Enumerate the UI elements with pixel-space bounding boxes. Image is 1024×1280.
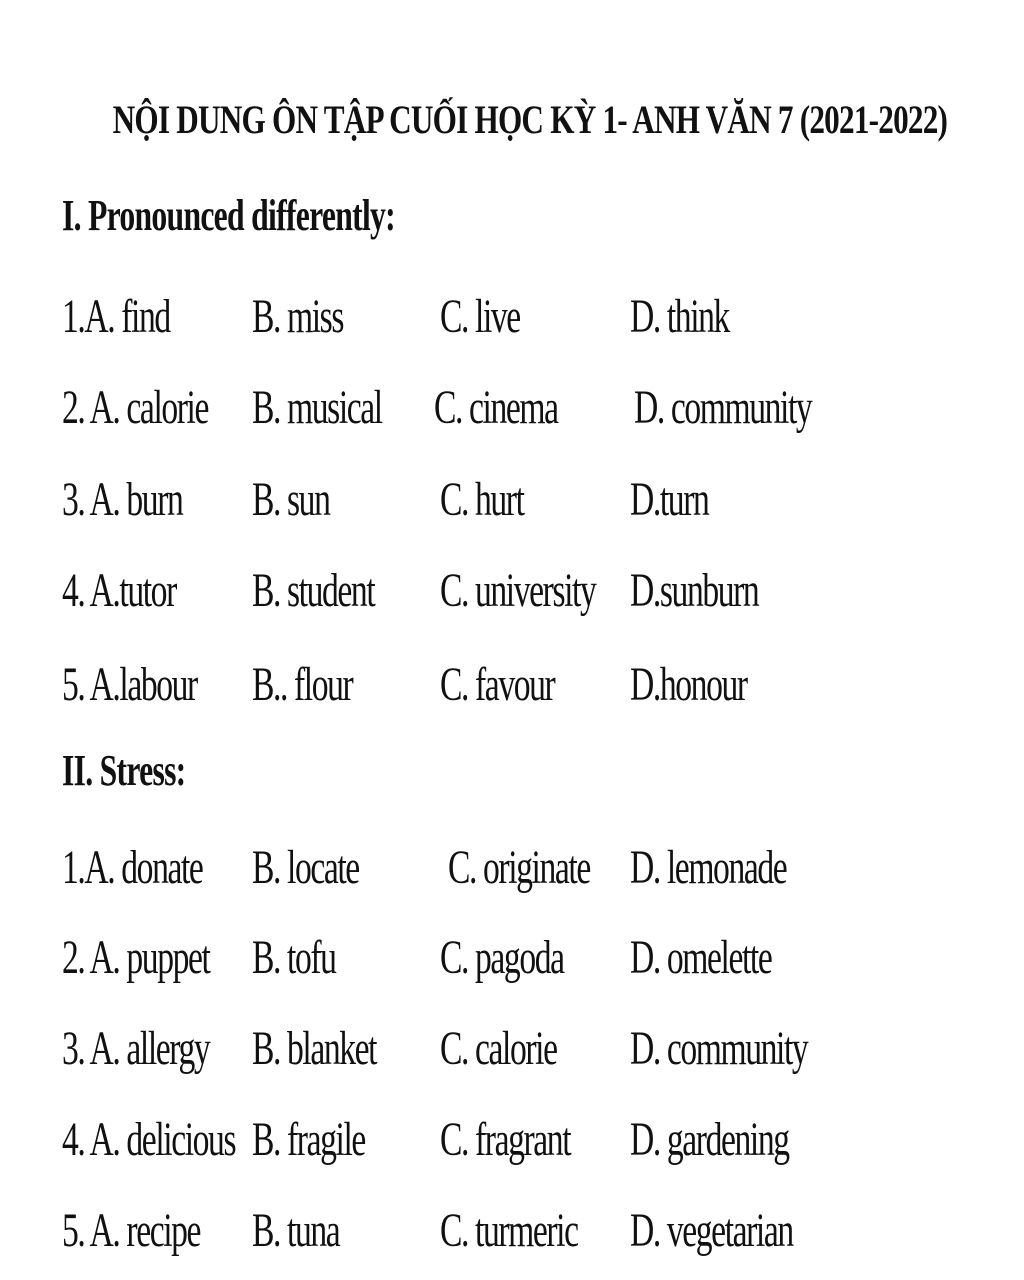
option-d: D.turn [630, 473, 709, 526]
option-b: B. fragile [252, 1113, 365, 1166]
option-a: 3. A. burn [62, 473, 183, 526]
question-row [62, 1019, 962, 1079]
option-d: D. gardening [630, 1113, 789, 1166]
option-b: B.. flour [252, 658, 353, 711]
question-row [62, 470, 962, 530]
option-d: D. community [630, 1022, 808, 1075]
option-a: 2. A. calorie [62, 381, 209, 434]
option-d: D. lemonade [630, 841, 787, 894]
option-c: C. university [440, 564, 596, 617]
option-b: B. tuna [252, 1204, 340, 1257]
option-b: B. blanket [252, 1022, 377, 1075]
option-a: 5. A.labour [62, 658, 197, 711]
option-d: D.sunburn [630, 564, 759, 617]
option-d: D.honour [630, 658, 747, 711]
option-d: D. community [634, 381, 812, 434]
section-heading-stress: II. Stress: [62, 746, 186, 795]
question-row [62, 1110, 962, 1170]
option-b: B. miss [252, 290, 344, 343]
option-c: C. fragrant [440, 1113, 571, 1166]
option-b: B. musical [252, 381, 382, 434]
option-a: 4. A. delicious [62, 1113, 236, 1166]
page-title: NỘI DUNG ÔN TẬP CUỐI HỌC KỲ 1- ANH VĂN 7 (2021-2022) [112, 97, 948, 142]
option-d: D. think [630, 290, 729, 343]
option-a: 4. A.tutor [62, 564, 176, 617]
option-a: 2. A. puppet [62, 931, 210, 984]
question-row [62, 561, 962, 621]
question-row [62, 378, 962, 438]
option-b: B. tofu [252, 931, 336, 984]
option-c: C. cinema [434, 381, 558, 434]
option-c: C. calorie [440, 1022, 557, 1075]
option-a: 1.A. donate [62, 841, 203, 894]
option-b: B. locate [252, 841, 359, 894]
question-row [62, 1201, 962, 1261]
option-c: C. favour [440, 658, 555, 711]
question-row [62, 928, 962, 988]
option-d: D. omelette [630, 931, 772, 984]
option-b: B. student [252, 564, 375, 617]
option-b: B. sun [252, 473, 330, 526]
option-c: C. hurt [440, 473, 524, 526]
question-row [62, 655, 962, 715]
option-c: C. live [440, 290, 520, 343]
option-c: C. originate [448, 841, 590, 894]
option-d: D. vegetarian [630, 1204, 793, 1257]
question-row [62, 838, 962, 898]
option-c: C. turmeric [440, 1204, 578, 1257]
option-a: 1.A. find [62, 290, 170, 343]
option-a: 5. A. recipe [62, 1204, 201, 1257]
option-c: C. pagoda [440, 931, 564, 984]
section-heading-pronunciation: I. Pronounced differently: [62, 191, 395, 240]
question-row [62, 287, 962, 347]
option-a: 3. A. allergy [62, 1022, 210, 1075]
